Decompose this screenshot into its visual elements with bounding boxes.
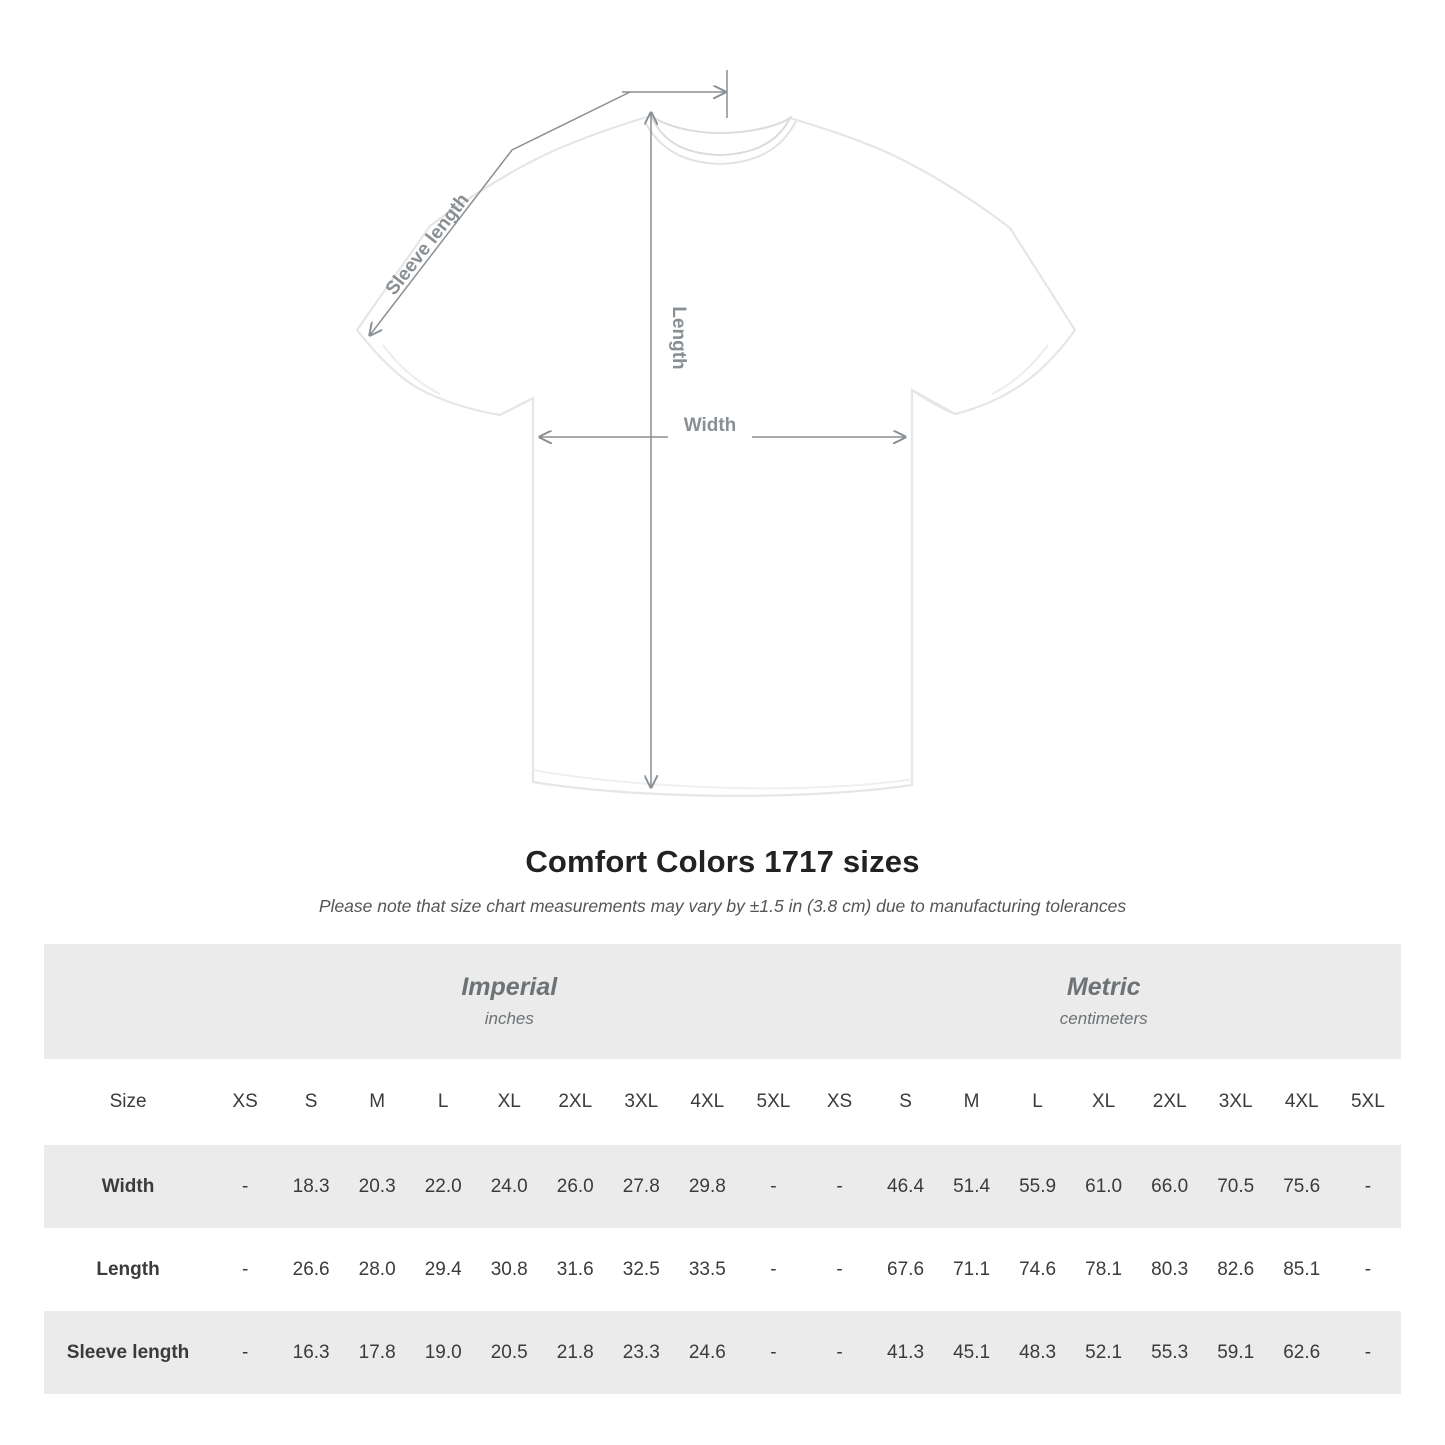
- cell-length-imperial-xs: -: [212, 1228, 278, 1311]
- row-label-sleeve-length: Sleeve length: [44, 1311, 212, 1394]
- tolerance-note: Please note that size chart measurements may vary by ±1.5 in (3.8 cm) due to manufacturing tolerances: [318, 896, 1127, 916]
- cell-length-metric-5xl: -: [1335, 1228, 1401, 1311]
- cell-length-imperial-3xl: 32.5: [608, 1228, 674, 1311]
- cell-sleeve-imperial-l: 19.0: [410, 1311, 476, 1394]
- unit-group-imperial-sub: inches: [484, 1008, 534, 1028]
- size-header-metric-s: S: [873, 1059, 939, 1145]
- size-header-metric-l: L: [1005, 1059, 1071, 1145]
- size-header-metric-xl: XL: [1071, 1059, 1137, 1145]
- sleeve-length-label: Sleeve length: [381, 189, 474, 300]
- cell-width-metric-5xl: -: [1335, 1145, 1401, 1228]
- cell-length-metric-3xl: 82.6: [1203, 1228, 1269, 1311]
- size-header-imperial-xl: XL: [476, 1059, 542, 1145]
- cell-sleeve-metric-xl: 52.1: [1071, 1311, 1137, 1394]
- cell-sleeve-imperial-2xl: 21.8: [542, 1311, 608, 1394]
- cell-width-imperial-4xl: 29.8: [674, 1145, 740, 1228]
- cell-width-metric-4xl: 75.6: [1269, 1145, 1335, 1228]
- width-label: Width: [683, 415, 737, 436]
- row-label-length: Length: [44, 1228, 212, 1311]
- cell-width-metric-xl: 61.0: [1071, 1145, 1137, 1228]
- cell-sleeve-imperial-xs: -: [212, 1311, 278, 1394]
- cell-width-metric-l: 55.9: [1005, 1145, 1071, 1228]
- tshirt-shape: [357, 116, 1075, 796]
- cell-width-imperial-2xl: 26.0: [542, 1145, 608, 1228]
- cell-width-imperial-xs: -: [212, 1145, 278, 1228]
- cell-length-imperial-4xl: 33.5: [674, 1228, 740, 1311]
- size-header-imperial-s: S: [278, 1059, 344, 1145]
- cell-sleeve-metric-4xl: 62.6: [1269, 1311, 1335, 1394]
- cell-sleeve-imperial-m: 17.8: [344, 1311, 410, 1394]
- size-header-imperial-m: M: [344, 1059, 410, 1145]
- size-header-metric-2xl: 2XL: [1137, 1059, 1203, 1145]
- size-header-label: Size: [44, 1059, 212, 1145]
- cell-width-imperial-5xl: -: [740, 1145, 806, 1228]
- cell-length-imperial-xl: 30.8: [476, 1228, 542, 1311]
- unit-group-metric: [806, 944, 1401, 1059]
- size-chart-table: [44, 944, 1401, 1394]
- unit-header-row: [44, 944, 1401, 1059]
- table-row: [44, 1228, 1401, 1311]
- size-header-metric-4xl: 4XL: [1269, 1059, 1335, 1145]
- cell-width-imperial-s: 18.3: [278, 1145, 344, 1228]
- cell-sleeve-imperial-s: 16.3: [278, 1311, 344, 1394]
- size-header-imperial-xs: XS: [212, 1059, 278, 1145]
- length-label: Length: [668, 306, 689, 370]
- size-header-row: [44, 1059, 1401, 1145]
- unit-group-metric-name: Metric: [1066, 973, 1141, 1002]
- cell-sleeve-imperial-4xl: 24.6: [674, 1311, 740, 1394]
- size-header-imperial-5xl: 5XL: [740, 1059, 806, 1145]
- cell-length-imperial-l: 29.4: [410, 1228, 476, 1311]
- cell-length-metric-xl: 78.1: [1071, 1228, 1137, 1311]
- title-block: [0, 844, 1445, 917]
- page-title: Comfort Colors 1717 sizes: [525, 844, 920, 879]
- size-header-metric-xs: XS: [806, 1059, 872, 1145]
- cell-width-metric-s: 46.4: [873, 1145, 939, 1228]
- table-row: [44, 1311, 1401, 1394]
- cell-length-imperial-2xl: 31.6: [542, 1228, 608, 1311]
- cell-width-imperial-xl: 24.0: [476, 1145, 542, 1228]
- size-header-metric-m: M: [939, 1059, 1005, 1145]
- cell-length-metric-4xl: 85.1: [1269, 1228, 1335, 1311]
- cell-length-imperial-5xl: -: [740, 1228, 806, 1311]
- cell-sleeve-metric-m: 45.1: [939, 1311, 1005, 1394]
- cell-sleeve-metric-2xl: 55.3: [1137, 1311, 1203, 1394]
- size-header-metric-5xl: 5XL: [1335, 1059, 1401, 1145]
- cell-width-metric-3xl: 70.5: [1203, 1145, 1269, 1228]
- cell-sleeve-metric-xs: -: [806, 1311, 872, 1394]
- cell-length-imperial-m: 28.0: [344, 1228, 410, 1311]
- cell-width-imperial-l: 22.0: [410, 1145, 476, 1228]
- cell-sleeve-metric-3xl: 59.1: [1203, 1311, 1269, 1394]
- cell-length-metric-2xl: 80.3: [1137, 1228, 1203, 1311]
- row-label-width: Width: [44, 1145, 212, 1228]
- cell-sleeve-imperial-3xl: 23.3: [608, 1311, 674, 1394]
- size-header-imperial-l: L: [410, 1059, 476, 1145]
- cell-length-metric-m: 71.1: [939, 1228, 1005, 1311]
- cell-width-imperial-3xl: 27.8: [608, 1145, 674, 1228]
- cell-width-metric-m: 51.4: [939, 1145, 1005, 1228]
- cell-length-metric-xs: -: [806, 1228, 872, 1311]
- cell-length-metric-l: 74.6: [1005, 1228, 1071, 1311]
- size-header-imperial-4xl: 4XL: [674, 1059, 740, 1145]
- cell-width-imperial-m: 20.3: [344, 1145, 410, 1228]
- cell-width-metric-xs: -: [806, 1145, 872, 1228]
- unit-group-imperial: [212, 944, 806, 1059]
- cell-width-metric-2xl: 66.0: [1137, 1145, 1203, 1228]
- size-header-metric-3xl: 3XL: [1203, 1059, 1269, 1145]
- size-header-imperial-3xl: 3XL: [608, 1059, 674, 1145]
- cell-length-metric-s: 67.6: [873, 1228, 939, 1311]
- table-row: [44, 1145, 1401, 1228]
- cell-length-imperial-s: 26.6: [278, 1228, 344, 1311]
- unit-group-imperial-name: Imperial: [461, 973, 558, 1002]
- cell-sleeve-metric-5xl: -: [1335, 1311, 1401, 1394]
- cell-sleeve-metric-l: 48.3: [1005, 1311, 1071, 1394]
- unit-group-metric-sub: centimeters: [1059, 1008, 1148, 1028]
- size-table-wrap: [44, 944, 1401, 1394]
- cell-sleeve-imperial-5xl: -: [740, 1311, 806, 1394]
- unit-header-spacer: [44, 944, 212, 1059]
- cell-sleeve-imperial-xl: 20.5: [476, 1311, 542, 1394]
- size-header-imperial-2xl: 2XL: [542, 1059, 608, 1145]
- cell-sleeve-metric-s: 41.3: [873, 1311, 939, 1394]
